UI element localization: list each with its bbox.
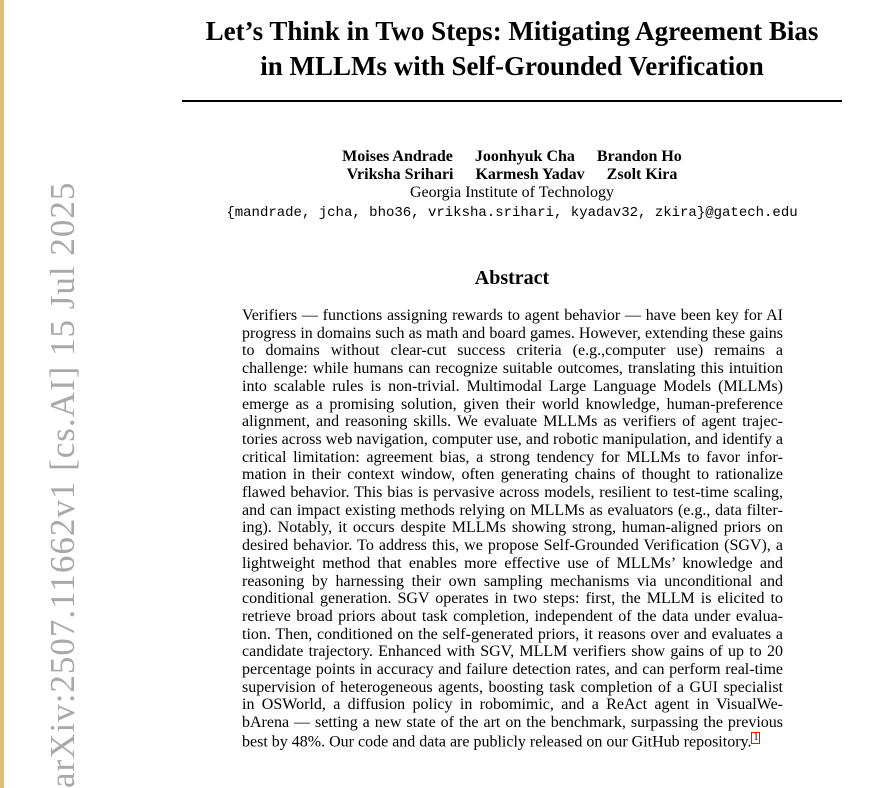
author-name: Karmesh Yadav	[475, 166, 585, 183]
abstract-body	[242, 307, 783, 751]
left-margin-rule	[0, 0, 4, 788]
author-name: Zsolt Kira	[606, 166, 678, 183]
abstract-heading: Abstract	[474, 267, 550, 289]
author-block	[182, 148, 842, 222]
author-name: Moises Andrade	[342, 148, 453, 165]
affiliation: Georgia Institute of Technology	[409, 184, 615, 201]
paper-title-line-1: Let’s Think in Two Steps: Mitigating Agreement Bias	[205, 16, 819, 46]
author-emails: {mandrade, jcha, bho36, vriksha.srihari, kyadav32, zkira}@gatech.edu	[226, 205, 798, 221]
author-name: Joonhyuk Cha	[474, 148, 575, 165]
footnote-link[interactable]: 1	[753, 731, 759, 743]
author-row-2	[182, 166, 842, 184]
arxiv-identifier-stamp: arXiv:2507.11662v1 [cs.AI] 15 Jul 2025	[43, 181, 82, 788]
author-name: Vriksha Srihari	[346, 166, 454, 183]
paper-title-line-2: in MLLMs with Self-Grounded Verification	[260, 51, 764, 81]
title-divider	[182, 100, 842, 102]
paper-title	[182, 14, 842, 84]
author-row-1	[182, 148, 842, 166]
abstract-text: Verifiers — functions assigning rewards to agent behavior — have been key for AI progress in domains such as math and board games. However, extending these gains to domains without clear-cut success criteria (e.g.,computer use) remains a challenge: while humans can recognize suitable outcomes, translating this intuition into scalable rules is non-trivial. Multimodal Large Language Models (MLLMs) emerge as a promising solution, given their world knowledge, human-preference alignment, and reasoning skills. We evaluate MLLMs as verifiers of agent trajectories across web navigation, computer use, and robotic manipulation, and identify a critical limitation: agreement bias, a strong tendency for MLLMs to favor information in their context window, often generating chains of thought to rationalize flawed behavior. This bias is pervasive across models, resilient to test-time scaling, and can impact existing methods relying on MLLMs as evaluators (e.g., data filtering). Notably, it occurs despite MLLMs showing strong, human-aligned priors on desired behavior. To address this, we propose Self-Grounded Verification (SGV), a lightweight method that enables more effective use of MLLMs’ knowledge and reasoning by harnessing their own sampling mechanisms via unconditional and conditional generation. SGV operates in two steps: first, the MLLM is elicited to retrieve broad priors about task completion, independent of the data under evaluation. Then, conditioned on the self-generated priors, it reasons over and evaluates a candidate trajectory. Enhanced with SGV, MLLM verifiers show gains of up to 20 percentage points in accuracy and failure detection rates, and can perform real-time supervision of heterogeneous agents, boosting task completion of a GUI specialist in OSWorld, a diffusion policy in robomimic, and a ReAct agent in VisualWebArena — setting a new state of the art on the benchmark, surpassing the previous best by 48%. Our code and data are publicly released on our GitHub repository.	[242, 307, 783, 751]
author-name: Brandon Ho	[596, 148, 682, 165]
